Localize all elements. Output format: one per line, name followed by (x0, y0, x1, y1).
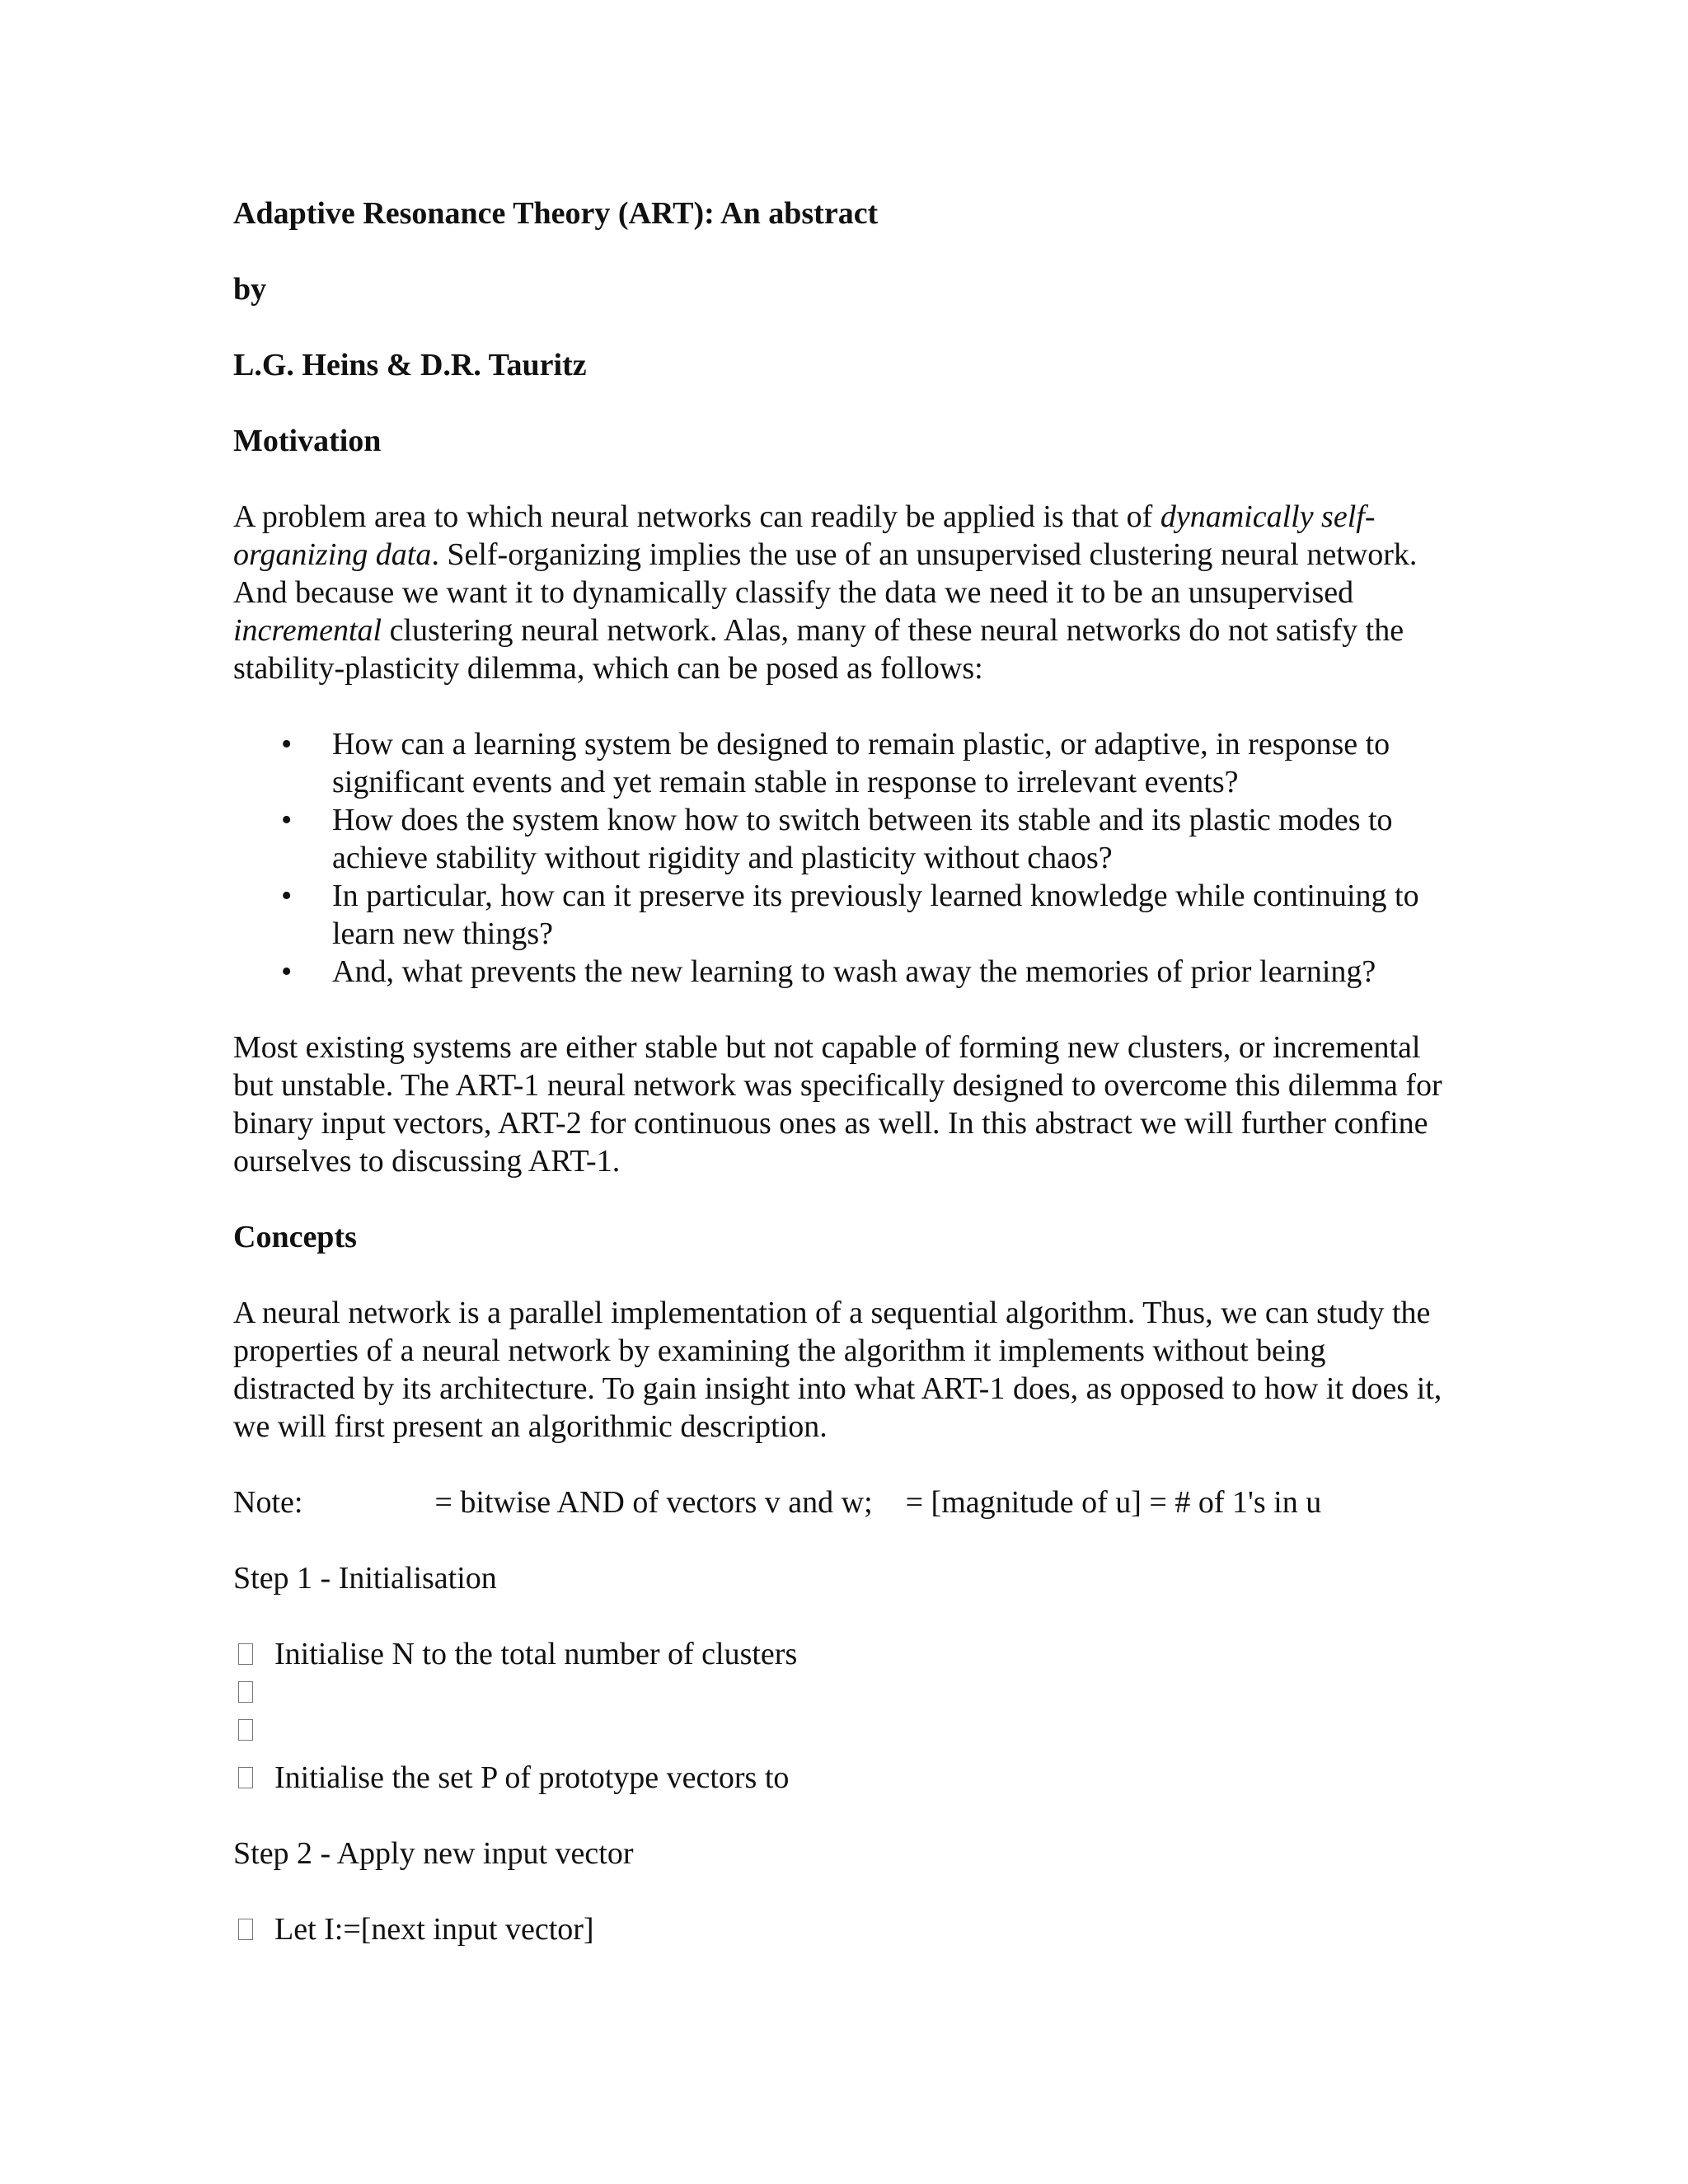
missing-glyph-box-icon (238, 1919, 253, 1940)
note-label: Note: (233, 1485, 303, 1520)
step2-heading: Step 2 - Apply new input vector (233, 1836, 634, 1871)
step1-heading: Step 1 - Initialisation (233, 1561, 497, 1596)
motivation-emphasis-2: incremental (233, 613, 382, 648)
motivation-text-3: clustering neural network. Alas, many of these neural networks do not satisfy the stability-plasticity dilemma, which can be posed as follows: (233, 613, 1404, 686)
motivation-text-2: . Self-organizing implies the use of an unsupervised clustering neural network. And because we want it to dynamically classify the data we need it to be an unsupervised (233, 537, 1418, 610)
dilemma-list (233, 725, 1453, 991)
motivation-paragraph-1 (233, 498, 1453, 687)
concepts-heading: Concepts (233, 1220, 357, 1254)
list-item (233, 1711, 1453, 1749)
concepts-paragraph-1: A neural network is a parallel implementation of a sequential algorithm. Thus, we can study the properties of a neural network by examining the algorithm it implements without being distracted by its architecture. To gain insight into what ART-1 does, as opposed to how it does it, we will first present an algorithmic description. (233, 1296, 1442, 1444)
bullet-icon: • (281, 803, 293, 837)
motivation-emphasis-1: dynamically self-organizing data (233, 499, 1376, 572)
list-item-text: In particular, how can it preserve its previously learned knowledge while continuing to learn new things? (332, 879, 1419, 951)
note-line (233, 1483, 1453, 1521)
missing-glyph-box-icon (238, 1719, 253, 1741)
motivation-paragraph-2: Most existing systems are either stable but not capable of forming new clusters, or incremental but unstable. The ART-1 neural network was specifically designed to overcome this dilemma for binary input vectors, ART-2 for continuous ones as well. In this abstract we will further confine ourselves to discussing ART-1. (233, 1030, 1442, 1179)
list-item (233, 1673, 1453, 1711)
note-text-1: = bitwise AND of vectors v and w; (434, 1485, 873, 1520)
list-item-text: And, what prevents the new learning to wash away the memories of prior learning? (332, 954, 1376, 989)
step1-list (233, 1635, 1453, 1797)
list-item-text: How can a learning system be designed to remain plastic, or adaptive, in response to significant events and yet remain stable in response to irrelevant events? (332, 727, 1390, 799)
list-item (233, 801, 1453, 877)
missing-glyph-box-icon (238, 1681, 253, 1703)
document-page (233, 194, 1453, 1948)
list-item (233, 725, 1453, 801)
bullet-icon: • (281, 727, 293, 762)
list-item-text: Initialise the set P of prototype vectors to (274, 1760, 790, 1795)
list-item-text: How does the system know how to switch between its stable and its plastic modes to achieve stability without rigidity and plasticity without chaos? (332, 803, 1393, 875)
step2-list (233, 1910, 1453, 1948)
motivation-text-1: A problem area to which neural networks can readily be applied is that of (233, 499, 1160, 534)
byline-label: by (233, 272, 267, 307)
list-item-text: Initialise N to the total number of clusters (274, 1637, 798, 1671)
list-item (233, 1759, 1453, 1797)
note-text-2: = [magnitude of u] = # of 1's in u (905, 1485, 1322, 1520)
bullet-icon: • (281, 879, 293, 913)
spacer (233, 1749, 1453, 1759)
missing-glyph-box-icon (238, 1643, 253, 1665)
authors: L.G. Heins & D.R. Tauritz (233, 348, 587, 382)
missing-glyph-box-icon (238, 1767, 253, 1788)
list-item (233, 953, 1453, 991)
motivation-heading: Motivation (233, 424, 382, 458)
list-item-text: Let I:=[next input vector] (274, 1912, 594, 1947)
list-item (233, 877, 1453, 953)
document-title: Adaptive Resonance Theory (ART): An abstract (233, 196, 879, 231)
list-item (233, 1910, 1453, 1948)
bullet-icon: • (281, 954, 293, 989)
list-item (233, 1635, 1453, 1673)
